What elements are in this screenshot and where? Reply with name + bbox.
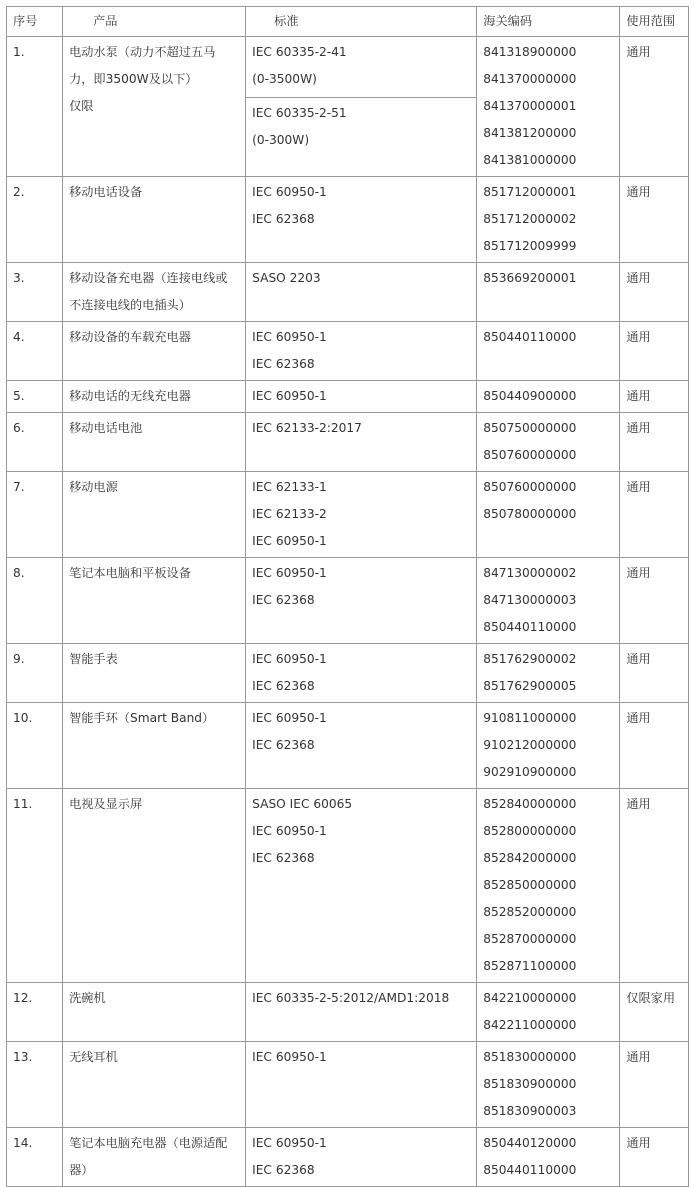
row-standard: [246, 322, 477, 381]
row-standard: [246, 381, 477, 413]
cell-text: 851712000001: [483, 185, 577, 199]
cell-text: 通用: [626, 389, 651, 403]
row-product: [63, 1128, 246, 1187]
cell-text: 851712000002: [483, 212, 577, 226]
row-product: [63, 558, 246, 644]
cell-text: 847130000002: [483, 566, 577, 580]
row-scope: [620, 703, 689, 789]
row-hs-codes: [477, 413, 620, 472]
cell-text: IEC 62368: [252, 738, 315, 752]
cell-text: 851830900000: [483, 1077, 577, 1091]
cell-text: 移动电话电池: [69, 421, 143, 435]
cell-text: IEC 62368: [252, 851, 315, 865]
cell-text: 仅限家用: [626, 991, 676, 1005]
cell-text: 851830900003: [483, 1104, 577, 1118]
row-hs-codes: [477, 1042, 620, 1128]
table-row: [7, 558, 689, 644]
row-scope: [620, 322, 689, 381]
row-product: [63, 789, 246, 983]
row-product: [63, 472, 246, 558]
cell-text: 3.: [13, 271, 25, 285]
product-standards-table: [6, 6, 689, 1187]
cell-text: 852842000000: [483, 851, 577, 865]
row-product: [63, 644, 246, 703]
cell-text: 852850000000: [483, 878, 577, 892]
cell-text: 850440110000: [483, 330, 577, 344]
cell-text: 通用: [626, 421, 651, 435]
cell-text: 移动设备充电器（连接电线或不连接电线的电插头）: [69, 271, 228, 312]
cell-text: 11.: [13, 797, 33, 811]
cell-text: IEC 60950-1: [252, 652, 327, 666]
row-no: [7, 983, 63, 1042]
cell-text: IEC 60950-1: [252, 711, 327, 725]
cell-text: 13.: [13, 1050, 33, 1064]
row-scope: [620, 413, 689, 472]
row-no: 1.: [7, 37, 63, 177]
row-standard-b: IEC 60335-2-51 (0-300W): [246, 98, 477, 177]
cell-text: 850440120000: [483, 1136, 577, 1150]
row-product: [63, 263, 246, 322]
cell-text: 853669200001: [483, 271, 577, 285]
row-product: [63, 703, 246, 789]
row-standard: [246, 413, 477, 472]
cell-text: 852800000000: [483, 824, 577, 838]
row-no: [7, 263, 63, 322]
cell-text: 842211000000: [483, 1018, 577, 1032]
table-row: [7, 413, 689, 472]
cell-text: 通用: [626, 711, 651, 725]
row-hs-codes: [477, 789, 620, 983]
cell-text: IEC 60950-1: [252, 1136, 327, 1150]
row-product: [63, 322, 246, 381]
header-standard: 标准: [246, 7, 477, 37]
row-no: [7, 1042, 63, 1128]
cell-text: 12.: [13, 991, 33, 1005]
row-standard: [246, 789, 477, 983]
cell-text: 852852000000: [483, 905, 577, 919]
table-row: [7, 472, 689, 558]
cell-text: 通用: [626, 652, 651, 666]
cell-text: 850780000000: [483, 507, 577, 521]
table-row: [7, 37, 689, 98]
row-no: [7, 381, 63, 413]
cell-text: 10.: [13, 711, 33, 725]
cell-text: 8.: [13, 566, 25, 580]
table-row: [7, 983, 689, 1042]
cell-text: 850760000000: [483, 448, 577, 462]
row-standard: [246, 983, 477, 1042]
cell-text: 850760000000: [483, 480, 577, 494]
cell-text: 笔记本电脑和平板设备: [69, 566, 191, 580]
cell-text: 852840000000: [483, 797, 577, 811]
row-scope: [620, 558, 689, 644]
table-row: [7, 1042, 689, 1128]
cell-text: 910811000000: [483, 711, 577, 725]
row-no: [7, 1128, 63, 1187]
row-scope: [620, 381, 689, 413]
cell-text: 无线耳机: [69, 1050, 118, 1064]
row-product: 电动水泵（动力不超过五马力，即3500W及以下） 仅限: [63, 37, 246, 177]
row-hs-codes: 841318900000 841370000000 841370000001 841381200000 841381000000: [477, 37, 620, 177]
cell-text: IEC 60950-1: [252, 566, 327, 580]
table-row: [7, 263, 689, 322]
cell-text: 850440900000: [483, 389, 577, 403]
row-no: [7, 558, 63, 644]
row-no: [7, 322, 63, 381]
row-scope: [620, 1128, 689, 1187]
row-product: [63, 381, 246, 413]
cell-text: 902910900000: [483, 765, 577, 779]
row-hs-codes: [477, 983, 620, 1042]
cell-text: 通用: [626, 271, 651, 285]
cell-text: 850440110000: [483, 620, 577, 634]
cell-text: IEC 62368: [252, 1163, 315, 1177]
cell-text: IEC 60950-1: [252, 1050, 327, 1064]
row-no: [7, 413, 63, 472]
row-scope: 通用: [620, 37, 689, 177]
row-hs-codes: [477, 177, 620, 263]
table-header-row: [7, 7, 689, 37]
row-scope: [620, 263, 689, 322]
cell-text: 电视及显示屏: [69, 797, 143, 811]
table-row: [7, 703, 689, 789]
cell-text: 7.: [13, 480, 25, 494]
row-hs-codes: [477, 322, 620, 381]
cell-text: 洗碗机: [69, 991, 106, 1005]
row-standard-a: IEC 60335-2-41 (0-3500W): [246, 37, 477, 98]
row-product: [63, 1042, 246, 1128]
row-scope: [620, 789, 689, 983]
cell-text: 9.: [13, 652, 25, 666]
cell-text: IEC 62133-2: [252, 507, 327, 521]
row-scope: [620, 644, 689, 703]
row-no: [7, 703, 63, 789]
cell-text: 6.: [13, 421, 25, 435]
row-hs-codes: [477, 263, 620, 322]
cell-text: 851830000000: [483, 1050, 577, 1064]
header-hs-code: 海关编码: [477, 7, 620, 37]
row-scope: [620, 983, 689, 1042]
row-hs-codes: [477, 1128, 620, 1187]
row-standard: [246, 177, 477, 263]
row-standard: [246, 1128, 477, 1187]
cell-text: IEC 60950-1: [252, 185, 327, 199]
cell-text: IEC 62368: [252, 357, 315, 371]
cell-text: 852871100000: [483, 959, 577, 973]
table-row: [7, 789, 689, 983]
row-no: [7, 177, 63, 263]
row-hs-codes: [477, 558, 620, 644]
row-hs-codes: [477, 703, 620, 789]
header-product: 产品: [63, 7, 246, 37]
row-no: [7, 789, 63, 983]
cell-text: 851712009999: [483, 239, 577, 253]
row-product: [63, 983, 246, 1042]
cell-text: 笔记本电脑充电器（电源适配器）: [69, 1136, 228, 1177]
row-standard: [246, 472, 477, 558]
cell-text: IEC 62368: [252, 593, 315, 607]
cell-text: 通用: [626, 797, 651, 811]
cell-text: 移动电话的无线充电器: [69, 389, 191, 403]
row-hs-codes: [477, 644, 620, 703]
row-standard: [246, 703, 477, 789]
row-scope: [620, 1042, 689, 1128]
row-standard: [246, 644, 477, 703]
row-product: [63, 177, 246, 263]
cell-text: 852870000000: [483, 932, 577, 946]
row-scope: [620, 472, 689, 558]
cell-text: 通用: [626, 1136, 651, 1150]
row-standard: [246, 558, 477, 644]
cell-text: SASO 2203: [252, 271, 321, 285]
cell-text: 5.: [13, 389, 25, 403]
cell-text: 移动电话设备: [69, 185, 143, 199]
cell-text: IEC 62368: [252, 212, 315, 226]
cell-text: IEC 62133-1: [252, 480, 327, 494]
cell-text: IEC 60950-1: [252, 389, 327, 403]
row-hs-codes: [477, 381, 620, 413]
cell-text: 910212000000: [483, 738, 577, 752]
cell-text: 通用: [626, 185, 651, 199]
row-no: [7, 644, 63, 703]
cell-text: 847130000003: [483, 593, 577, 607]
cell-text: 850750000000: [483, 421, 577, 435]
row-no: [7, 472, 63, 558]
cell-text: IEC 60950-1: [252, 330, 327, 344]
cell-text: 850440110000: [483, 1163, 577, 1177]
cell-text: IEC 60950-1: [252, 534, 327, 548]
header-scope: 使用范围: [620, 7, 689, 37]
cell-text: IEC 60950-1: [252, 824, 327, 838]
cell-text: 智能手环（Smart Band）: [69, 711, 215, 725]
table-row: [7, 644, 689, 703]
table-row: [7, 322, 689, 381]
cell-text: IEC 62368: [252, 679, 315, 693]
cell-text: 通用: [626, 480, 651, 494]
cell-text: 通用: [626, 566, 651, 580]
cell-text: IEC 60335-2-5:2012/AMD1:2018: [252, 991, 450, 1005]
cell-text: 842210000000: [483, 991, 577, 1005]
cell-text: 851762900002: [483, 652, 577, 666]
row-standard: [246, 263, 477, 322]
row-hs-codes: [477, 472, 620, 558]
cell-text: 移动设备的车载充电器: [69, 330, 191, 344]
cell-text: 851762900005: [483, 679, 577, 693]
table-row: [7, 381, 689, 413]
table-row: [7, 1128, 689, 1187]
cell-text: 通用: [626, 1050, 651, 1064]
table-row: [7, 177, 689, 263]
cell-text: 4.: [13, 330, 25, 344]
row-scope: [620, 177, 689, 263]
cell-text: IEC 62133-2:2017: [252, 421, 362, 435]
cell-text: 移动电源: [69, 480, 118, 494]
cell-text: SASO IEC 60065: [252, 797, 353, 811]
cell-text: 通用: [626, 330, 651, 344]
table-body: [7, 37, 689, 1187]
header-no: 序号: [7, 7, 63, 37]
row-product: [63, 413, 246, 472]
cell-text: 2.: [13, 185, 25, 199]
cell-text: 14.: [13, 1136, 33, 1150]
cell-text: 智能手表: [69, 652, 118, 666]
row-standard: [246, 1042, 477, 1128]
